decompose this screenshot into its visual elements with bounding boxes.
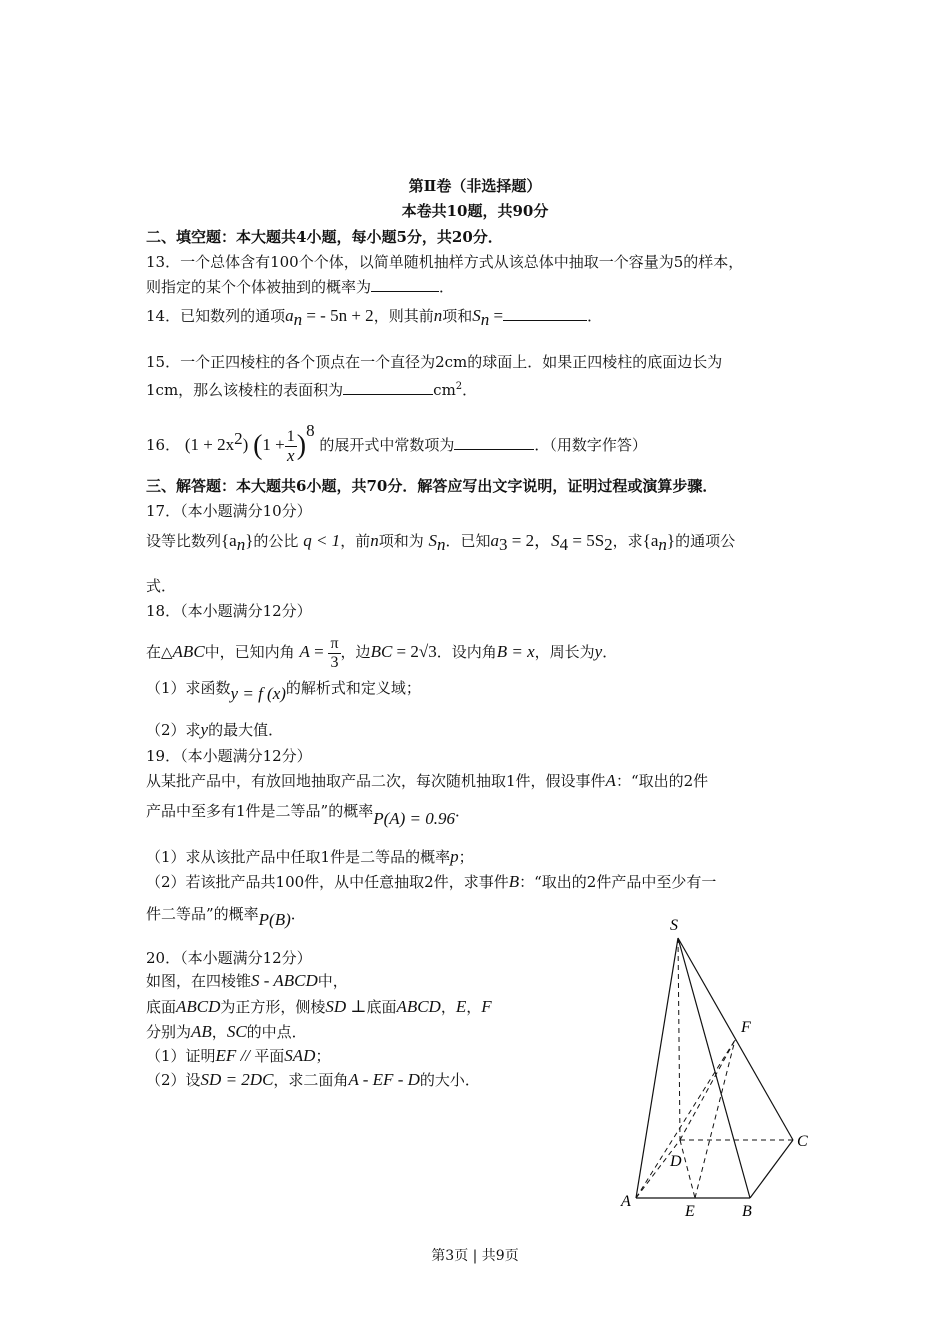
q20-ef: EF // [215, 1046, 255, 1065]
q17-a3-eq: = 2， [507, 531, 552, 550]
q17-t4: 项和为 [378, 532, 424, 550]
q20-abcd2: ABCD [396, 997, 441, 1016]
part-title: 第Ⅱ卷（非选择题） [408, 177, 542, 195]
q17-t6: ，求 [612, 532, 643, 550]
q20-sd2dc: SD = 2DC [200, 1070, 274, 1089]
q17-S4-eq: = 5S [568, 531, 605, 550]
q18-frac-den: 3 [330, 653, 339, 671]
q20-f: F [481, 997, 492, 1016]
q14-num: 14．已知数列的通项 [146, 307, 286, 325]
q19-PA: P(A) = 0.96 [373, 809, 456, 828]
label-S: S [670, 917, 678, 934]
q16 [146, 418, 647, 465]
q14-a-sub: n [293, 310, 303, 329]
q18-abc: ABC [172, 642, 205, 661]
label-A: A [621, 1193, 631, 1210]
segment-AF [636, 1040, 735, 1198]
q18-p1-a: （1）求函数 [146, 679, 231, 697]
q16-frac-num: 1 [286, 427, 295, 445]
q17-seq2-sub: n [658, 535, 667, 554]
q19-p2-a: （2）若该批产品共100件，从中任意抽取2件，求事件 [146, 873, 509, 891]
q15-unit: cm [433, 381, 456, 399]
edge-SD [678, 938, 680, 1140]
q18-part2 [146, 720, 283, 740]
q16-formula-a: (1 + 2x [184, 435, 235, 454]
q17-a3: a [490, 531, 500, 550]
q19-t2: ：“取出的2件 [615, 772, 709, 790]
section3-heading: 三、解答题：本大题共6小题，共70分．解答应写出文字说明，证明过程或演算步骤． [146, 477, 718, 495]
q18-p1-b: 的解析式和定义域； [285, 679, 421, 697]
q15-line2 [146, 377, 477, 400]
q17-S4-sub: 4 [559, 535, 569, 554]
q18-t5: ，周长为 [534, 643, 595, 661]
q19-line1 [146, 771, 708, 791]
q17-S: S [428, 531, 437, 550]
q17-line2: 式． [146, 577, 177, 595]
q16-paren-close: ) [296, 430, 307, 461]
q17-seq2-end: } [666, 531, 676, 550]
q20-t10: 的中点． [246, 1023, 307, 1041]
q20-part2 [146, 1070, 480, 1090]
q19-PB: P(B) [258, 910, 291, 929]
q20-p2-b: ，求二面角 [273, 1071, 349, 1089]
q15-unit-sup: 2 [455, 381, 463, 392]
q19-p2-b: ：“取出的2件产品中至少有一 [519, 873, 717, 891]
q19-t4: ． [455, 802, 471, 820]
q20-title: 20．（本小题满分12分） [146, 949, 312, 967]
q16-paren-open: ( [253, 430, 263, 461]
q20-sd: SD ⊥ [325, 997, 367, 1016]
q20-p1-a: （1）证明 [146, 1047, 216, 1065]
q17-S2-sub: 2 [604, 535, 613, 554]
q14-S: S [472, 306, 481, 325]
q17-t2: 的公比 [253, 532, 299, 550]
q20-t8: 分别为 [146, 1023, 192, 1041]
q18-t3: ，边 [340, 643, 371, 661]
page-footer: 第3页 | 共9页 [431, 1248, 519, 1264]
q19-t1: 从某批产品中，有放回地抽取产品二次，每次随机抽取1件，假设事件 [146, 772, 606, 790]
q20-sad: SAD [284, 1046, 316, 1065]
q20-t1: 如图，在四棱锥 [146, 972, 252, 990]
q20-ab: AB [191, 1022, 212, 1041]
q13-end: ． [439, 278, 455, 296]
q14-mid: ，则其前 [373, 307, 434, 325]
q18-A: A [299, 642, 310, 661]
q19-t6: ． [290, 905, 306, 923]
q20-t4: 为正方形，侧棱 [220, 998, 326, 1016]
q20-part1 [146, 1046, 330, 1066]
q20-p2-a: （2）设 [146, 1071, 201, 1089]
q17-n: n [370, 531, 379, 550]
q18-t4: ．设内角 [436, 643, 497, 661]
q18-y: y [594, 642, 603, 661]
q14-S-sub: n [480, 310, 490, 329]
q20-line2 [146, 997, 492, 1017]
q14-eq2: = [489, 306, 504, 325]
q14-a: a [285, 306, 294, 325]
q18-BC-eq: = 2√3 [392, 642, 437, 661]
segment-DF [680, 1040, 735, 1140]
label-C: C [797, 1133, 808, 1150]
q18-func: y = f (x) [230, 684, 286, 703]
q16-num: 16． [146, 436, 181, 454]
q13-line2 [146, 277, 454, 297]
part-subtitle: 本卷共10题，共90分 [401, 202, 549, 220]
q16-paren-inner: 1 + [262, 435, 285, 454]
q18-part1 [146, 676, 421, 703]
q19-part1 [146, 847, 474, 867]
q17-t5: ．已知 [445, 532, 491, 550]
q17-seq: {a [221, 531, 237, 550]
q18-BC: BC [370, 642, 393, 661]
q16-power: 8 [306, 421, 315, 440]
q14 [146, 306, 602, 330]
q18-eq: = [309, 642, 324, 661]
q20-t2: 中， [317, 972, 348, 990]
q20-p2-c: 的大小． [419, 1071, 480, 1089]
q20-t6: ， [440, 998, 456, 1016]
q20-t5: 底面 [366, 998, 397, 1016]
q17-a3-sub: 3 [499, 535, 508, 554]
q17-seq-end: } [245, 531, 254, 550]
q18-frac-num: π [330, 634, 339, 652]
q19-title: 19．（本小题满分12分） [146, 747, 312, 765]
q18-line1 [146, 632, 617, 672]
q18-t6: ． [602, 643, 618, 661]
q13-text: 则指定的某个个体被抽到的概率为 [146, 278, 372, 296]
q20-abcd: ABCD [176, 997, 221, 1016]
label-F: F [741, 1019, 751, 1036]
q18-t2: 中，已知内角 [204, 643, 295, 661]
q19-p1-a: （1）求从该批产品中任取1件是二等品的概率 [146, 848, 451, 866]
q18-p2-a: （2）求 [146, 721, 201, 739]
q20-p1-c: ； [315, 1047, 331, 1065]
q16-end: ．（用数字作答） [534, 436, 647, 454]
q14-n: n [433, 306, 443, 325]
q18-title: 18．（本小题满分12分） [146, 602, 312, 620]
q19-part2 [146, 872, 716, 892]
q20-angle: A - EF - D [348, 1070, 420, 1089]
q16-answer-blank [454, 435, 534, 450]
edge-BC [750, 1140, 793, 1198]
q15-end: ． [462, 381, 478, 399]
segment-DE [680, 1140, 695, 1198]
q18-fraction [328, 635, 340, 672]
segment-EF [695, 1040, 735, 1198]
q17-t3: ，前 [340, 532, 371, 550]
q13-line1: 13．一个总体含有100个个体，以简单随机抽样方式从该总体中抽取一个容量为5的样本， [146, 253, 744, 271]
q19-p: p [450, 847, 459, 866]
q16-formula-a-sup: 2 [234, 429, 243, 448]
edge-SA [636, 938, 678, 1198]
q19-p1-b: ； [458, 848, 474, 866]
q17-seq-sub: n [236, 535, 246, 554]
q16-frac-den: x [286, 445, 295, 465]
q20-e: E [455, 997, 467, 1016]
q17-q: q < 1 [303, 531, 341, 550]
q16-text: 的展开式中常数项为 [319, 436, 455, 454]
q19-line2 [146, 799, 471, 828]
q20-sc: SC [226, 1022, 247, 1041]
q17-S4: S [551, 531, 560, 550]
q20-line3 [146, 1022, 307, 1042]
q17-seq2: {a [642, 531, 659, 550]
q13-answer-blank [371, 277, 439, 292]
q15-answer-blank [343, 380, 433, 395]
q15-line1: 15．一个正四棱柱的各个顶点在一个直径为2cm的球面上．如果正四棱柱的底面边长为 [146, 353, 723, 371]
q14-mid2: 项和 [442, 307, 473, 325]
q20-t9: ， [211, 1023, 227, 1041]
q19-t3: 产品中至多有1件是二等品”的概率 [146, 802, 374, 820]
q14-eq: = - 5n + 2 [302, 306, 374, 325]
q17-t7: 的通项公 [675, 532, 736, 550]
q17-line1 [146, 528, 735, 558]
q19-B: B [508, 872, 520, 891]
q19-t5: 件二等品”的概率 [146, 905, 259, 923]
q17-S-sub: n [437, 535, 446, 554]
label-D: D [670, 1153, 682, 1170]
q16-formula-b: ) [242, 435, 249, 454]
q20-t7: ， [466, 998, 482, 1016]
q20-t3: 底面 [146, 998, 177, 1016]
q17-title: 17．（本小题满分10分） [146, 502, 312, 520]
q19-A: A [605, 771, 616, 790]
q15-text: 1cm，那么该棱柱的表面积为 [146, 381, 344, 399]
label-B: B [742, 1203, 752, 1220]
q16-fraction [285, 428, 297, 465]
edge-SB [678, 938, 750, 1198]
q20-pyr: S - ABCD [251, 971, 318, 990]
q19-line5 [146, 902, 306, 929]
q18-t1: 在△ [146, 643, 173, 661]
edge-AD [636, 1140, 680, 1198]
label-E: E [685, 1203, 695, 1220]
q20-line1 [146, 971, 348, 991]
section2-heading: 二、填空题：本大题共4小题，每小题5分，共20分． [146, 228, 503, 246]
q18-p2-y: y [200, 720, 209, 739]
q18-p2-b: 的最大值． [208, 721, 284, 739]
edge-SC [678, 938, 793, 1140]
q20-p1-b: 平面 [254, 1047, 285, 1065]
q18-Bx: B = x [496, 642, 535, 661]
q17-t1: 设等比数列 [146, 532, 222, 550]
q14-end: ． [587, 307, 603, 325]
q14-answer-blank [503, 306, 587, 321]
